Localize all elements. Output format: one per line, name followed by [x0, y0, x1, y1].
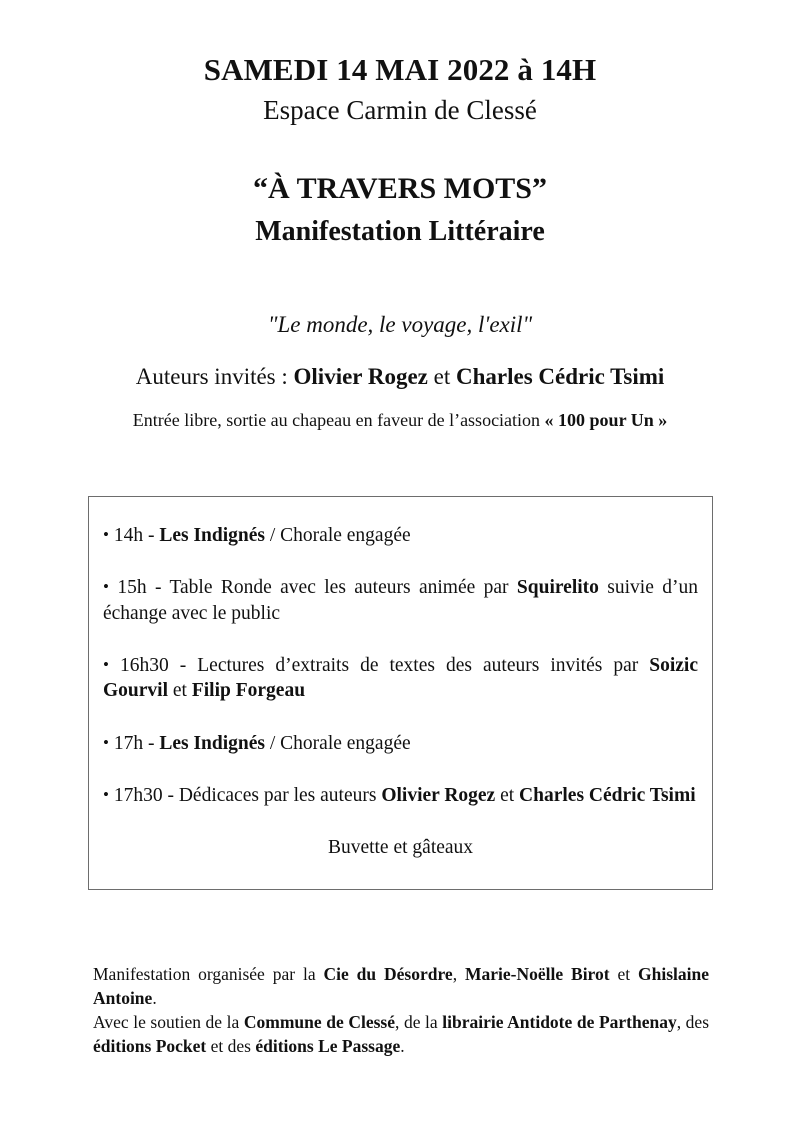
credits-supporters: [93, 1010, 709, 1058]
program-item-separator: -: [143, 525, 160, 546]
program-item-separator: -: [143, 732, 160, 754]
credits-block: [93, 962, 709, 1059]
bullet-icon: •: [103, 785, 109, 805]
guest-authors-conjunction: et: [427, 364, 456, 390]
guest-authors-line: [0, 363, 800, 391]
page-title: “À TRAVERS MOTS”: [253, 171, 547, 205]
program-item-highlight: Les Indignés: [159, 732, 265, 754]
program-item-middle: et: [168, 680, 192, 702]
guest-author-1: Olivier Rogez: [293, 364, 428, 390]
credits-sep-4: , des: [676, 1012, 710, 1033]
guest-authors-prefix: Auteurs invités :: [135, 364, 294, 390]
program-item-text: Dédicaces par les auteurs: [178, 785, 382, 807]
program-item-time: 15h: [117, 577, 147, 599]
credits-supporter-1: Commune de Clessé: [243, 1012, 395, 1033]
program-refreshments-note: Buvette et gâteaux: [327, 837, 474, 859]
program-item-time: 14h: [113, 525, 144, 546]
credits-organizer-1: Cie du Désordre: [323, 964, 453, 984]
program-item-text: Table Ronde avec les auteurs animée par: [169, 577, 517, 599]
event-venue-line: Espace Carmin de Clessé: [263, 94, 537, 125]
program-item-separator: -: [168, 655, 198, 677]
credits-supporters-end: .: [400, 1036, 405, 1057]
program-item-time: 17h30: [113, 785, 163, 807]
credits-organizer-2: Marie-Noëlle Birot: [464, 964, 610, 984]
event-date-line: SAMEDI 14 MAI 2022 à 14H: [203, 52, 597, 87]
entry-info-line: [0, 409, 800, 432]
credits-organizer-3: Ghislaine Antoine: [93, 964, 710, 1009]
credits-sep-2: et: [609, 964, 639, 984]
program-item-middle: et: [495, 785, 520, 807]
program-item: [103, 731, 698, 756]
theme-block: [0, 311, 800, 432]
program-item-rest: / Chorale engagée: [265, 525, 411, 546]
credits-sep-1: ,: [452, 964, 465, 984]
program-item-time: 16h30: [119, 655, 169, 677]
guest-author-2: Charles Cédric Tsimi: [455, 364, 665, 390]
program-item-text: Lectures d’extraits de textes des auteurs invités par: [197, 655, 650, 677]
credits-supporter-3: éditions Pocket: [93, 1036, 207, 1057]
credits-sep-5: et des: [206, 1036, 256, 1057]
credits-organizers-end: .: [152, 988, 157, 1009]
credits-sep-3: , de la: [395, 1012, 443, 1033]
entry-association-name: « 100 pour Un »: [544, 409, 668, 430]
credits-organizers-prefix: Manifestation organisée par la: [93, 964, 324, 984]
credits-organizers: [93, 962, 709, 1010]
program-item-highlight: Soizic Gourvil: [103, 655, 699, 702]
program-item-rest: suivie d’un échange avec le public: [103, 577, 698, 624]
bullet-icon: •: [103, 577, 109, 597]
credits-supporters-prefix: Avec le soutien de la: [93, 1012, 244, 1033]
program-item-highlight: Squirelito: [516, 577, 599, 599]
entry-info-text: Entrée libre, sortie au chapeau en faveur de l’association: [132, 409, 545, 430]
program-item-highlight: Olivier Rogez: [381, 785, 496, 807]
program-item-rest: / Chorale engagée: [265, 732, 411, 754]
program-item-highlight-2: Charles Cédric Tsimi: [519, 785, 696, 807]
poster-header: [0, 0, 800, 126]
program-box: [88, 496, 713, 890]
program-item-highlight: Les Indignés: [159, 525, 265, 546]
bullet-icon: •: [103, 732, 109, 752]
bullet-icon: •: [103, 655, 109, 675]
program-item-time: 17h: [113, 732, 144, 754]
bullet-icon: •: [103, 525, 109, 544]
program-item-highlight-2: Filip Forgeau: [191, 680, 306, 702]
credits-supporter-2: librairie Antidote de Parthenay: [442, 1012, 677, 1033]
program-item: [103, 575, 698, 626]
theme-quote: "Le monde, le voyage, l'exil": [267, 311, 533, 337]
program-item: [103, 523, 698, 548]
page-subtitle: Manifestation Littéraire: [255, 215, 545, 247]
program-item-separator: -: [162, 785, 179, 807]
program-item: [103, 783, 698, 808]
program-item: [103, 653, 698, 704]
program-item-separator: -: [146, 577, 170, 599]
credits-supporter-4: éditions Le Passage: [255, 1036, 401, 1057]
poster-title-block: [0, 171, 800, 249]
